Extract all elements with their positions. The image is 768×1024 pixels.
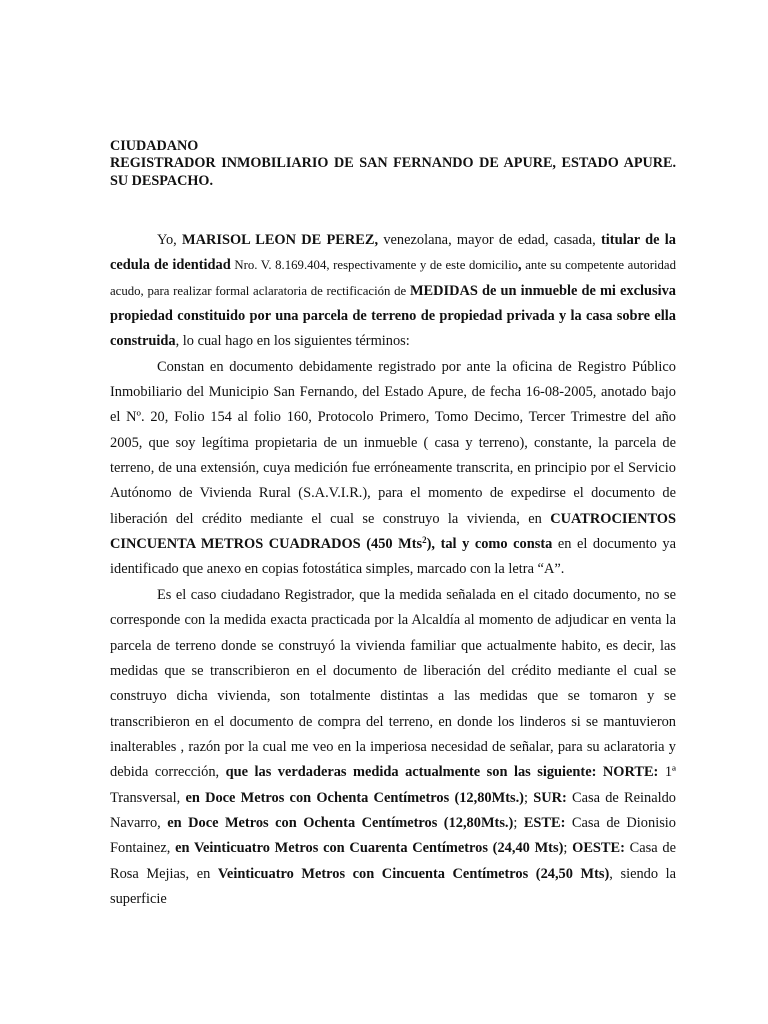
addressee-block bbox=[110, 138, 676, 190]
addressee-office: REGISTRADOR INMOBILIARIO DE SAN FERNANDO DE APURE, ESTADO APURE. bbox=[110, 155, 676, 172]
letter-body bbox=[110, 228, 676, 912]
addressee-title: CIUDADANO bbox=[110, 138, 199, 154]
addressee-closing: SU DESPACHO. bbox=[110, 172, 214, 189]
paragraph-introduction: Yo, MARISOL LEON DE PEREZ, venezolana, mayor de edad, casada, titular de la cedula de identidad Nro. V. 8.169.404, respectivamente y de este domicilio, ante su competente autoridad acudo, para realizar formal aclaratoria de rectificación de MEDIDAS de un inmueble de mi exclusiva propiedad constituido por una parcela de terreno de propiedad privada y la casa sobre ella construida, lo cual hago en los siguientes términos: bbox=[110, 232, 677, 350]
paragraph-registration: Constan en documento debidamente registrado por ante la oficina de Registro Público Inmobiliario del Municipio San Fernando, del Estado Apure, de fecha 16-08-2005, anotado bajo el Nº. 20, Folio 154 al folio 160, Protocolo Primero, Tomo Decimo, Tercer Trimestre del año 2005, que soy legítima propietaria de un inmueble ( casa y terreno), constante, la parcela de terreno, de una extensión, cuya medición fue erróneamente transcrita, en principio por el Servicio Autónomo de Vivienda Rural (S.A.V.I.R.), para el momento de expedirse el documento de liberación del crédito mediante el cual se construyo la vivienda, en CUATROCIENTOS CINCUENTA METROS CUADRADOS (450 Mts$^2$), tal y como consta en el documento ya identificado que anexo en copias fotostática simples, marcado con la letra “A”. bbox=[110, 358, 676, 578]
paragraph-correction: Es el caso ciudadano Registrador, que la medida señalada en el citado documento, no se corresponde con la medida exacta practicada por la Alcaldía al momento de adjudicar en venta la parcela de terreno donde se construyó la vivienda familiar que actualmente habito, es decir, las medidas que se transcribieron en el documento de liberación del crédito mediante el cual se construyo dicha vivienda, son totalmente distintas a las medidas que se tomaron y se transcribieron en el documento de compra del terreno, en donde los linderos si se mantuvieron inalterables , razón por la cual me veo en la imperiosa necesidad de señalar, para su aclaratoria y debida corrección, que las verdaderas medida actualmente son las siguiente: NORTE: 1ª Transversal, en Doce Metros con Ochenta Centímetros (12,80Mts.); SUR: Casa de Reinaldo Navarro, en Doce Metros con Ochenta Centímetros (12,80Mts.); ESTE: Casa de Dionisio Fontainez, en Veinticuatro Metros con Cuarenta Centímetros (24,40 Mts); OESTE: Casa de Rosa Mejias, en Veinticuatro Metros con Cincuenta Centímetros (24,50 Mts), siendo la superficie bbox=[110, 586, 676, 907]
